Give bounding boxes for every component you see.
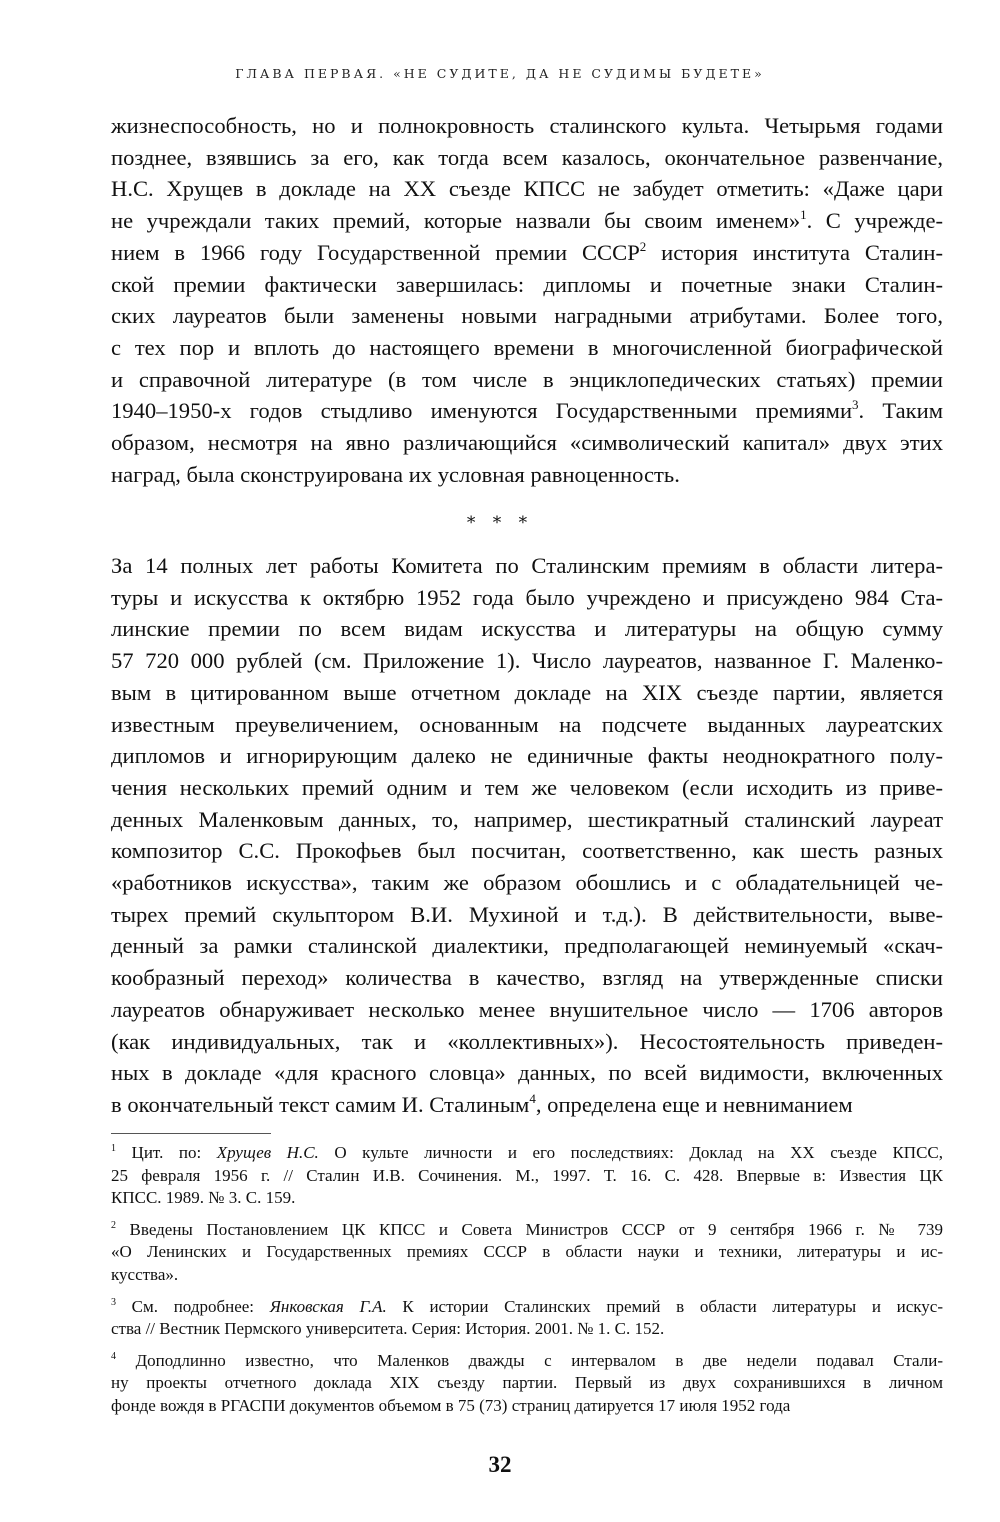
footnote-line: КПСС. 1989. № 3. С. 159. [111, 1188, 296, 1208]
text-line: «работников искусства», таким же образом обошлись и с обладательницей че- [111, 870, 943, 896]
text-line: и справочной литературе (в том числе в энциклопедических статьях) премии [111, 366, 943, 392]
text-line: в окончательный текст самим И. Сталиным$^4$, определена еще и невниманием [111, 1090, 853, 1117]
footnote-line: 25 февраля 1956 г. // Сталин И.В. Сочинения. М., 1997. Т. 16. С. 428. Впервые в: Известия ЦК [111, 1165, 943, 1185]
text-line: не учреждали таких премий, которые назвали бы своим именем»$^1$. С учрежде- [111, 207, 943, 234]
text-line: позднее, взявшись за его, как тогда всем казалось, окончательное развенчание, [111, 144, 943, 170]
text-line: (как индивидуальных, так и «коллективных»). Несостоятельность приведен- [111, 1028, 943, 1054]
text-line: лауреатов обнаруживает несколько менее внушительное число — 1706 авторов [111, 996, 943, 1022]
running-head: ГЛАВА ПЕРВАЯ. «НЕ СУДИТЕ, ДА НЕ СУДИМЫ БУДЕТЕ» [235, 66, 765, 81]
text-line: За 14 полных лет работы Комитета по Сталинским премиям в области литера- [111, 553, 943, 578]
text-line: 1940–1950-х годов стыдливо именуются Государственными премиями$^3$. Таким [111, 397, 943, 424]
text-line: ных в докладе «для красного словца» данных, по всей видимости, включенных [111, 1060, 943, 1086]
footnote-number: 3 [111, 1296, 116, 1308]
footnote-number: 2 [111, 1219, 116, 1231]
footnote-reference: 1 [800, 207, 807, 223]
text-line: тырех премий скульптором В.И. Мухиной и т.д.). В действительности, выве- [111, 901, 943, 927]
footnote-separator [111, 1133, 271, 1134]
paragraph-text [111, 110, 943, 490]
body-paragraph-1 [111, 110, 943, 490]
text-line: вым в цитированном выше отчетном докладе на XIX съезде партии, является [111, 679, 943, 705]
paragraph-text [111, 550, 943, 1121]
footnote-2 [111, 1219, 943, 1287]
text-line: с тех пор и вплоть до настоящего времени в многочисленной биографической [111, 334, 943, 360]
page-number: 32 [488, 1452, 512, 1477]
text-line: наград, была сконструирована их условная равноценность. [111, 461, 680, 487]
footnote-line: $^2$ Введены Постановлением ЦК КПСС и Совета Министров СССР от 9 сентября 1966 г. № 739 [111, 1219, 943, 1239]
footnote-line: кусства». [111, 1264, 179, 1284]
footnote-3 [111, 1296, 943, 1341]
footnote-reference: 2 [639, 238, 647, 254]
text-line: ской премии фактически завершилась: дипломы и почетные знаки Сталин- [111, 271, 943, 297]
text-line: дипломов и игнорирующим далеко не единичные факты неоднократного полу- [111, 743, 943, 769]
text-line: нием в 1966 году Государственной премии СССР$^2$ история института Сталин- [111, 238, 943, 265]
text-line: жизнеспособность, но и полнокровность сталинского культа. Четырьмя годами [111, 113, 943, 138]
text-line: ских лауреатов были заменены новыми наградными атрибутами. Более того, [111, 303, 943, 329]
text-line: композитор С.С. Прокофьев был посчитан, соответственно, как шесть разных [111, 838, 943, 864]
text-line: Н.С. Хрущев в докладе на XX съезде КПСС не забудет отметить: «Даже цари [111, 176, 943, 202]
footnote-line: ства // Вестник Пермского университета. Серия: История. 2001. № 1. С. 152. [111, 1319, 665, 1339]
text-line: чения нескольких премий одним и тем же человеком (если исходить из приве- [111, 774, 943, 800]
text-line: образом, несмотря на явно различающийся «символический капитал» двух этих [111, 430, 943, 456]
footnote-line: $^4$ Доподлинно известно, что Маленков дважды с интервалом в две недели подавал Стали- [111, 1350, 943, 1370]
text-line: известным преувеличением, основанным на подсчете выданных лауреатских [111, 711, 943, 737]
text-line: денных Маленковым данных, то, например, шестикратный сталинский лауреат [111, 806, 943, 832]
text-line: кообразный переход» количества в качество, взгляд на утвержденные списки [111, 965, 943, 991]
text-line: туры и искусства к октябрю 1952 года было учреждено и присуждено 984 Ста- [111, 584, 943, 610]
footnotes [111, 1142, 943, 1427]
author-name: Янковская Г.А. [269, 1296, 387, 1316]
text-line: денный за рамки сталинской диалектики, предполагающей неминуемый «скач- [111, 933, 943, 959]
footnote-reference: 3 [852, 397, 859, 413]
footnote-number: 1 [111, 1143, 116, 1154]
footnote-reference: 4 [529, 1090, 536, 1106]
footnote-line: «О Ленинских и Государственных премиях СССР в области науки и техники, литературы и ис- [111, 1242, 943, 1262]
footnote-line: фонде вождя в РГАСПИ документов объемом в 75 (73) страниц датируется 17 июля 1952 года [111, 1395, 791, 1415]
section-break-asterism: * * * [466, 513, 534, 533]
author-name: Хрущев Н.С. [216, 1143, 319, 1162]
body-paragraph-2 [111, 550, 943, 1121]
footnote-line: ну проекты отчетного доклада XIX съезду партии. Первый из двух сохранившихся в личном [111, 1373, 943, 1393]
footnote-line: $^1$ Цит. по: Хрущев Н.С. О культе личности и его последствиях: Доклад на XX съезде КПСС, [111, 1143, 943, 1162]
footnote-1 [111, 1142, 943, 1210]
text-line: 57 720 000 рублей (см. Приложение 1). Число лауреатов, названное Г. Маленко- [111, 648, 943, 674]
footnote-line: $^3$ См. подробнее: Янковская Г.А. К истории Сталинских премий в области литературы и искус- [111, 1296, 943, 1316]
text-line: линские премии по всем видам искусства и литературы на общую сумму [111, 616, 943, 642]
footnote-4 [111, 1350, 943, 1418]
footnote-number: 4 [111, 1350, 116, 1362]
